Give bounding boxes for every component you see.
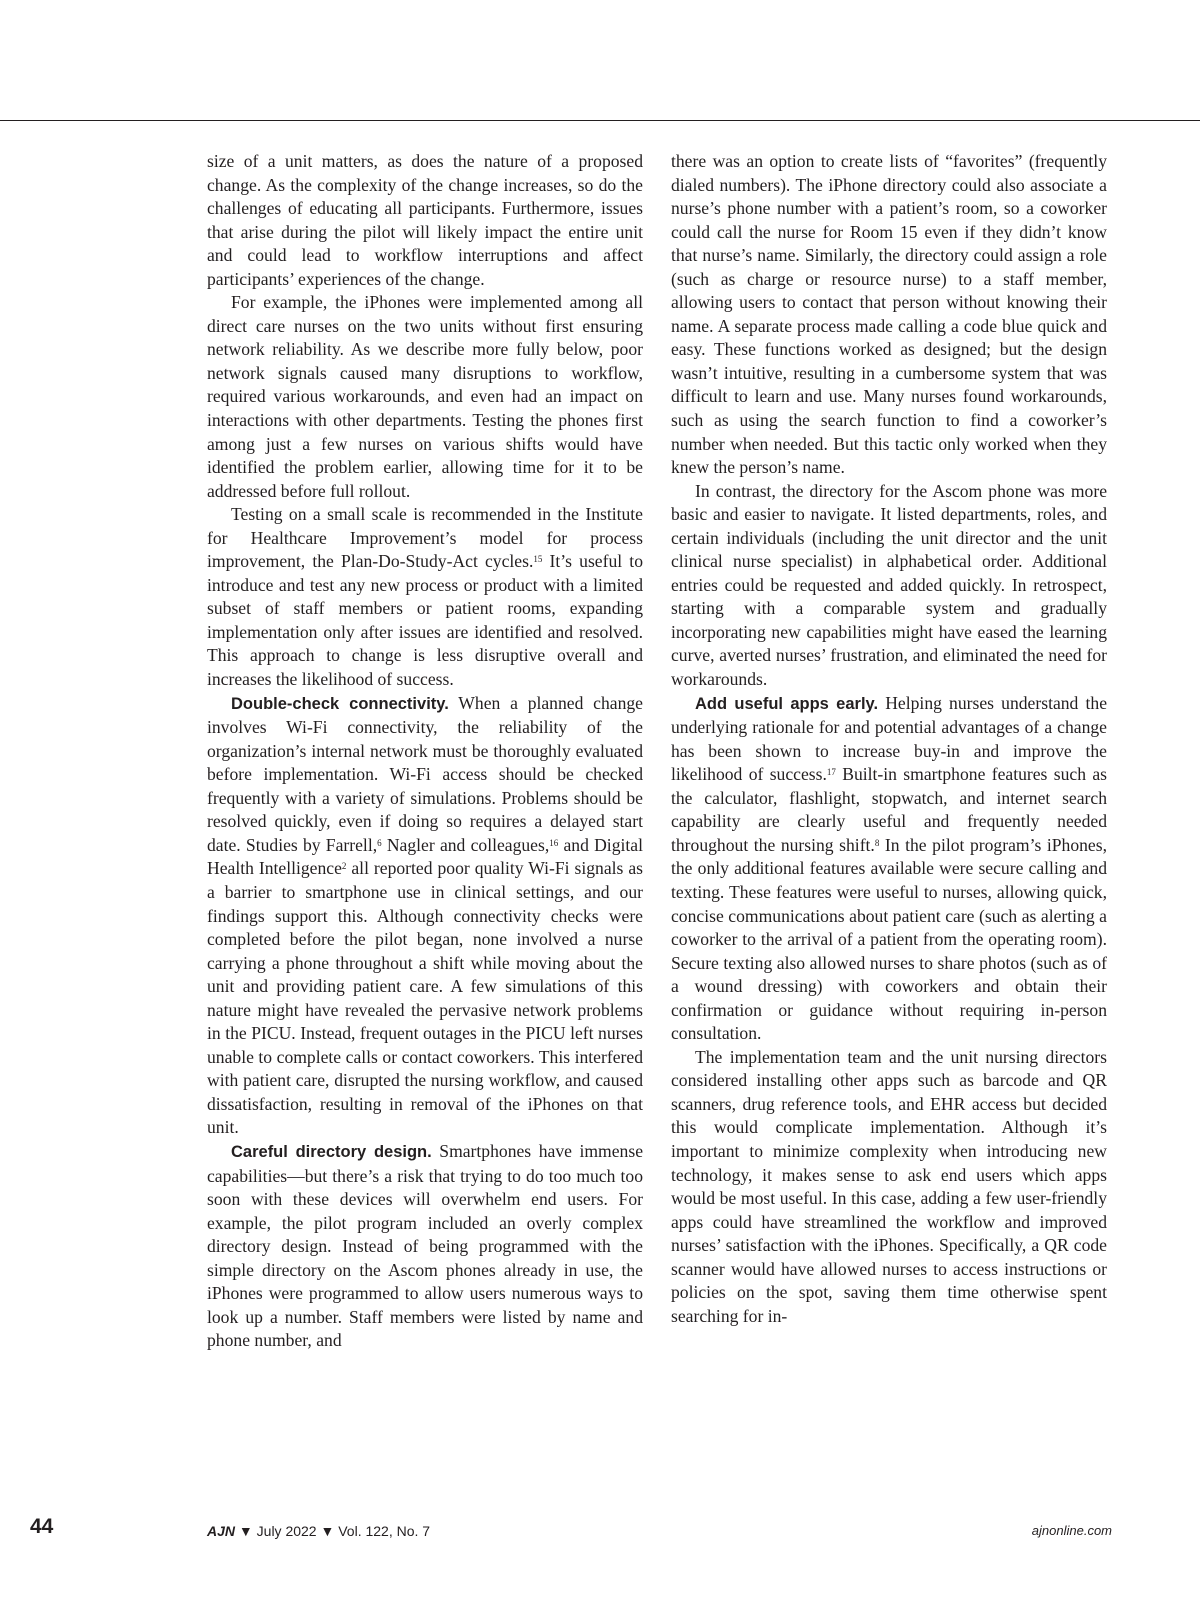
paragraph: The implementation team and the unit nursing directors considered installing other apps such as barcode and QR scanners, drug reference tools, and EHR access but decided this would complicate implementation. Although it’s important to minimize complexity when introducing new technology, it makes sense to ask end users which apps would be most useful. In this case, adding a few user-friendly apps could have streamlined the workflow and improved nurses’ satisfaction with the iPhones. Specifically, a QR code scanner would have allowed nurses to access instructions or policies on the spot, saving them time otherwise spent searching for in-: [671, 1046, 1107, 1326]
paragraph: Careful directory design. Smartphones have immense capabilities—but there’s a risk that trying to do too much too soon with these devices will overwhelm end users. For example, the pilot program included an overly complex directory design. Instead of being programmed with the simple directory on the Ascom phones already in use, the iPhones were programmed to allow users numerous ways to look up a number. Staff members were listed by name and phone number, and: [207, 1140, 644, 1351]
page-number: 44: [30, 1515, 54, 1538]
paragraph: For example, the iPhones were implemented among all direct care nurses on the two units without first ensuring network reliability. As we describe more fully below, poor network signals caused many disruptions to workflow, required various workarounds, and even had an impact on interactions with other departments. Testing the phones first among just a few nurses on various shifts would have identified the problem earlier, allowing time for it to be addressed before full rollout.: [207, 292, 643, 501]
paragraph: size of a unit matters, as does the nature of a proposed change. As the complexity of the change increases, so do the challenges of educating all participants. Furthermore, issues that arise during the pilot will likely impact the entire unit and could lead to workflow interruptions and affect participants’ experiences of the change.: [207, 151, 643, 289]
section-run-in-heading: Careful directory design.: [231, 1142, 432, 1161]
reference-superscript: 16: [549, 837, 559, 848]
journal-abbr: AJN: [207, 1523, 236, 1539]
issue-date: July 2022: [256, 1523, 317, 1539]
paragraph: Add useful apps early. Helping nurses understand the underlying rationale for and potential advantages of a change has been shown to increase buy-in and improve the likelihood of success.$^{17}$ Built-in smartphone features such as the calculator, flashlight, stopwatch, and internet search capability are clearly useful and frequently needed throughout the nursing shift.$^8$ In the pilot program’s iPhones, the only additional features available were secure calling and texting. These features were useful to nurses, allowing quick, concise communications about patient care (such as alerting a coworker to the arrival of a patient from the operating room). Secure texting also allowed nurses to share photos (such as of a wound dressing) with coworkers and obtain their confirmation or guidance without requiring in-person consultation.: [671, 692, 1107, 1044]
section-run-in-heading: Double-check connectivity.: [231, 694, 449, 713]
triangle-separator-icon: ▼: [320, 1523, 335, 1539]
right-column: [671, 150, 1107, 1328]
paragraph: there was an option to create lists of “favorites” (frequently dialed numbers). The iPhone directory could also associate a nurse’s phone number with a patient’s room, so a coworker could call the nurse for Room 15 even if they didn’t know that nurse’s name. Similarly, the directory could assign a role (such as charge or resource nurse) to a staff member, allowing users to contact that person without knowing their name. A separate process made calling a code blue quick and easy. These functions worked as designed; but the design wasn’t intuitive, resulting in a cumbersome system that was difficult to learn and use. Many nurses found workarounds, such as using the search function to find a coworker’s number when needed. But this tactic only worked when they knew the person’s name.: [671, 151, 1107, 478]
section-run-in-heading: Add useful apps early.: [695, 694, 879, 713]
left-column: [207, 150, 643, 1353]
paragraph: In contrast, the directory for the Ascom phone was more basic and easier to navigate. It listed departments, roles, and certain individuals (including the unit director and the unit clinical nurse specialist) in alphabetical order. Additional entries could be requested and added quickly. In retrospect, starting with a comparable system and gradually incorporating new capabilities might have eased the learning curve, averted nurses’ frustration, and eliminated the need for workarounds.: [671, 480, 1107, 690]
reference-superscript: 2: [341, 861, 347, 872]
paragraph: Testing on a small scale is recommended in the Institute for Healthcare Improvement’s model for process improvement, the Plan-Do-Study-Act cycles.$^{15}$ It’s useful to introduce and test any new process or product with a limited subset of staff members or patient rooms, expanding implementation only after issues are identified and resolved. This approach to change is less disruptive overall and increases the likelihood of success.: [207, 504, 643, 690]
triangle-separator-icon: ▼: [238, 1523, 253, 1539]
paragraph: Double-check connectivity. When a planned change involves Wi-Fi connectivity, the reliability of the organization’s internal network must be thoroughly evaluated before implementation. Wi-Fi access should be checked frequently with a variety of simulations. Problems should be resolved quickly, even if doing so requires a delayed start date. Studies by Farrell,$^6$ Nagler and colleagues,$^{16}$ and Digital Health Intelligence$^2$ all reported poor quality Wi-Fi signals as a barrier to smartphone use in clinical settings, and our findings support this. Although connectivity checks were completed before the pilot began, none involved a nurse carrying a phone throughout a shift while moving about the unit and providing patient care. A few simulations of this nature might have revealed the pervasive network problems in the PICU. Instead, frequent outages in the PICU left nurses unable to complete calls or contact coworkers. This interfered with patient care, disrupted the nursing workflow, and caused dissatisfaction, resulting in removal of the iPhones on that unit.: [207, 692, 643, 1138]
journal-website: ajnonline.com: [1031, 1523, 1112, 1538]
reference-superscript: 6: [377, 837, 382, 848]
reference-superscript: 8: [874, 837, 880, 848]
reference-superscript: 15: [533, 554, 543, 565]
journal-citation: [207, 1523, 430, 1539]
reference-superscript: 17: [826, 767, 836, 778]
header-rule: [0, 120, 1200, 121]
volume-issue: Vol. 122, No. 7: [338, 1523, 431, 1539]
